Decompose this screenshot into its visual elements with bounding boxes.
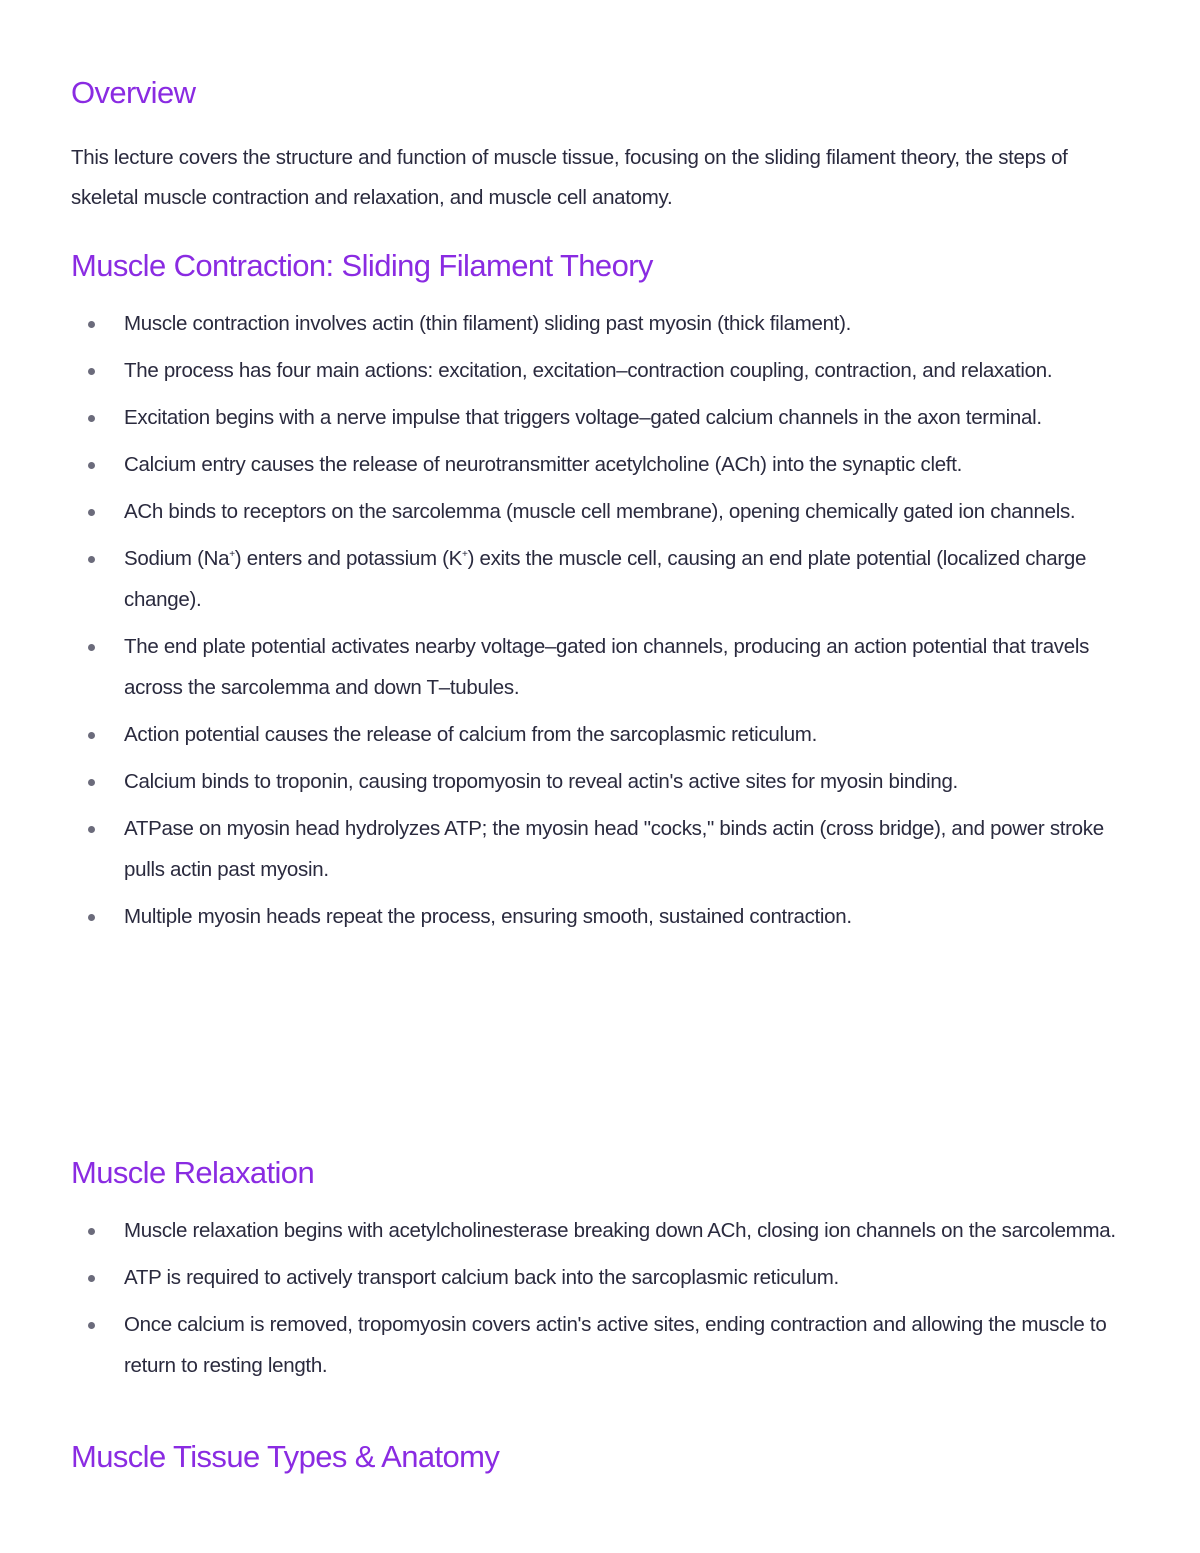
anatomy-heading: Muscle Tissue Types & Anatomy [71,1439,500,1474]
bullet-icon [88,509,95,516]
list-item: Excitation begins with a nerve impulse that triggers voltage–gated calcium channels in the axon terminal. [71,397,1131,438]
list-item: Action potential causes the release of calcium from the sarcoplasmic reticulum. [71,714,1131,755]
list-item: ATP is required to actively transport calcium back into the sarcoplasmic reticulum. [71,1257,1131,1298]
bullet-icon [88,1275,95,1282]
bullet-icon [88,732,95,739]
list-item: Sodium (Na+) enters and potassium (K+) exits the muscle cell, causing an end plate potential (localized charge change). [71,538,1131,620]
overview-heading: Overview [71,75,196,110]
bullet-icon [88,321,95,328]
bullet-icon [88,1228,95,1235]
list-item: Calcium entry causes the release of neurotransmitter acetylcholine (ACh) into the synaptic cleft. [71,444,1131,485]
contraction-heading: Muscle Contraction: Sliding Filament Theory [71,248,653,283]
bullet-icon [88,1322,95,1329]
bullet-icon [88,779,95,786]
list-item: The process has four main actions: excitation, excitation–contraction coupling, contraction, and relaxation. [71,350,1131,391]
list-item: Multiple myosin heads repeat the process, ensuring smooth, sustained contraction. [71,896,1131,937]
bullet-icon [88,415,95,422]
overview-paragraph: This lecture covers the structure and function of muscle tissue, focusing on the sliding filament theory, the steps of skeletal muscle contraction and relaxation, and muscle cell anatomy. [71,146,1068,209]
list-item: Calcium binds to troponin, causing tropomyosin to reveal actin's active sites for myosin binding. [71,761,1131,802]
list-item: ACh binds to receptors on the sarcolemma (muscle cell membrane), opening chemically gated ion channels. [71,491,1131,532]
bullet-icon [88,826,95,833]
list-item: Muscle relaxation begins with acetylcholinesterase breaking down ACh, closing ion channels on the sarcolemma. [71,1210,1131,1251]
contraction-list [71,303,1131,943]
relaxation-heading: Muscle Relaxation [71,1155,315,1190]
bullet-icon [88,368,95,375]
list-item: Once calcium is removed, tropomyosin covers actin's active sites, ending contraction and allowing the muscle to return to resting length. [71,1304,1131,1386]
bullet-icon [88,462,95,469]
bullet-icon [88,914,95,921]
relaxation-list [71,1210,1131,1392]
list-item: ATPase on myosin head hydrolyzes ATP; the myosin head "cocks," binds actin (cross bridge), and power stroke pulls actin past myosin. [71,808,1131,890]
bullet-icon [88,556,95,563]
bullet-icon [88,644,95,651]
list-item: The end plate potential activates nearby voltage–gated ion channels, producing an action potential that travels across the sarcolemma and down T–tubules. [71,626,1131,708]
list-item: Muscle contraction involves actin (thin filament) sliding past myosin (thick filament). [71,303,1131,344]
